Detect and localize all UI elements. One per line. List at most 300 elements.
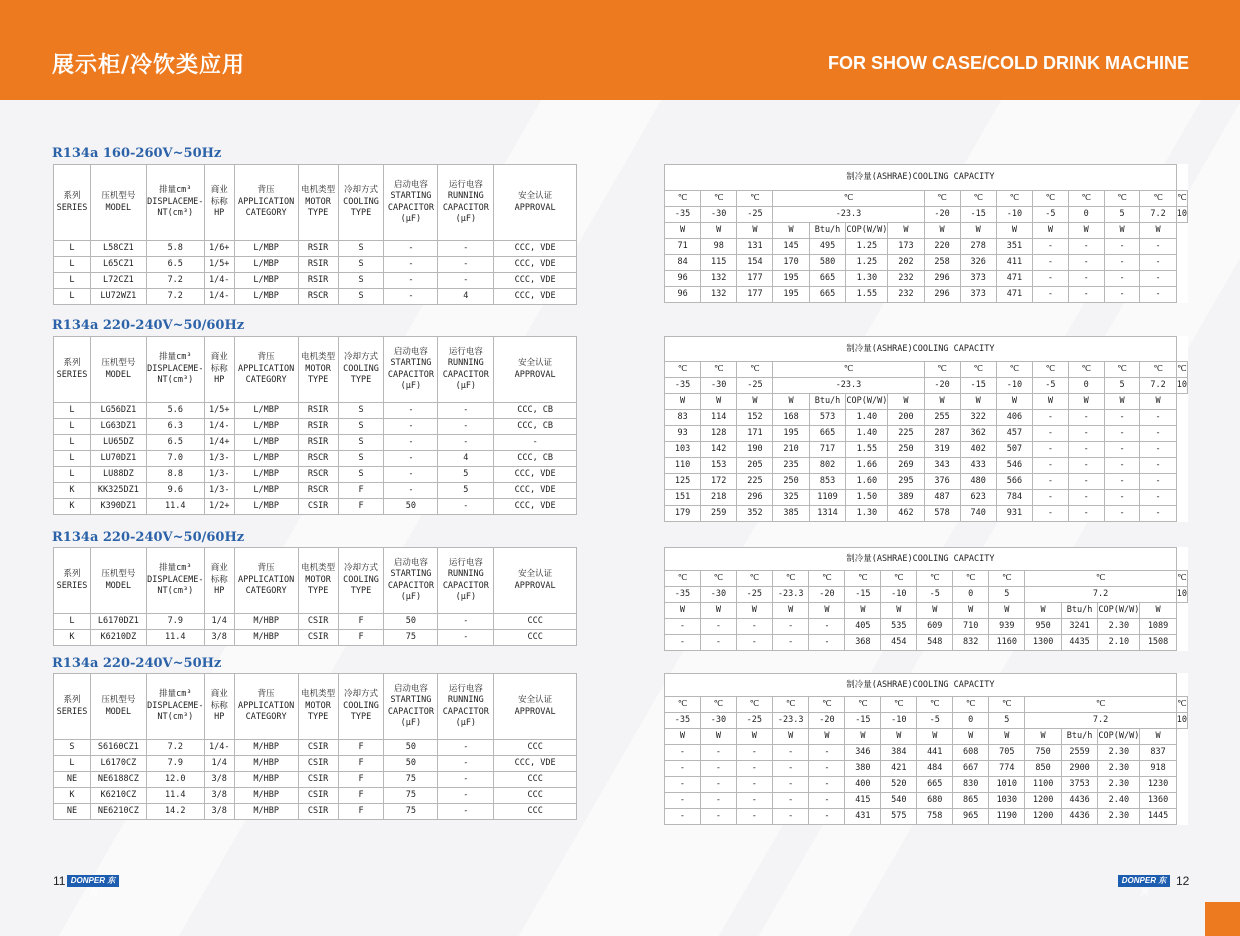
table-cell: CSIR xyxy=(298,804,338,820)
table-cell: L/MBP xyxy=(234,499,298,515)
cooling-capacity-table xyxy=(664,547,1188,651)
table-cell: S xyxy=(338,289,384,305)
temperature-value: -25 xyxy=(737,207,773,223)
table-cell: - xyxy=(1104,506,1140,522)
unit-cell: W xyxy=(772,729,809,745)
table-cell: - xyxy=(1032,410,1068,426)
table-cell: - xyxy=(700,619,736,635)
table-cell: 205 xyxy=(737,458,773,474)
table-cell: L/MBP xyxy=(234,241,298,257)
page-title-english: FOR SHOW CASE/COLD DRINK MACHINE xyxy=(828,53,1189,73)
table-cell: - xyxy=(1032,287,1068,303)
column-header-line: COOLING xyxy=(343,574,379,585)
column-header-line: 运行电容 xyxy=(448,683,483,694)
table-cell: 1.30 xyxy=(846,271,888,287)
table-cell: 83 xyxy=(665,410,701,426)
column-header-line: 运行电容 xyxy=(448,346,483,357)
table-cell: - xyxy=(1068,239,1104,255)
temperature-unit: ℃ xyxy=(809,571,845,587)
table-cell: 609 xyxy=(917,619,953,635)
column-header xyxy=(384,165,438,241)
table-cell: S6160CZ1 xyxy=(90,740,146,756)
table-cell: - xyxy=(665,619,701,635)
section-title: R134a 220-240V~50/60Hz xyxy=(52,318,245,333)
table-cell: 3753 xyxy=(1061,777,1098,793)
table-cell: 131 xyxy=(737,239,773,255)
table-cell: 1.30 xyxy=(846,506,888,522)
column-header-line: 标称 xyxy=(210,574,228,585)
table-cell: - xyxy=(1104,271,1140,287)
table-cell: 14.2 xyxy=(146,804,204,820)
column-header-line: 系列 xyxy=(63,358,81,369)
table-cell: 965 xyxy=(953,809,989,825)
column-header-line: (μF) xyxy=(400,591,422,602)
table-cell: 5.6 xyxy=(146,403,204,419)
table-cell: - xyxy=(1032,271,1068,287)
unit-cell: Btu/h xyxy=(809,394,846,410)
table-cell: 9.6 xyxy=(146,483,204,499)
column-header-line: 压机型号 xyxy=(101,695,136,706)
column-header-line: CATEGORY xyxy=(245,375,287,386)
unit-cell: W xyxy=(996,223,1032,239)
table-cell: 96 xyxy=(665,287,701,303)
unit-cell: W xyxy=(917,603,953,619)
temperature-value: 5 xyxy=(989,587,1025,603)
table-cell: - xyxy=(1140,271,1176,287)
temperature-unit: ℃ xyxy=(809,697,845,713)
table-cell: - xyxy=(809,619,845,635)
column-header xyxy=(384,337,438,403)
temperature-value: -35 xyxy=(665,378,701,394)
table-cell: 758 xyxy=(917,809,953,825)
table-cell: RSIR xyxy=(298,241,338,257)
table-cell: S xyxy=(338,419,384,435)
temperature-unit: ℃ xyxy=(772,697,809,713)
table-cell: 566 xyxy=(996,474,1032,490)
column-header xyxy=(494,165,577,241)
temperature-value: -23.3 xyxy=(773,207,924,223)
table-cell: - xyxy=(809,761,845,777)
table-cell: 487 xyxy=(924,490,960,506)
column-header-line: RUNNING xyxy=(447,358,484,369)
column-header xyxy=(204,337,234,403)
table-cell: - xyxy=(1068,271,1104,287)
table-cell: 151 xyxy=(665,490,701,506)
column-header xyxy=(234,165,298,241)
column-header xyxy=(384,674,438,740)
table-cell: CCC xyxy=(494,804,577,820)
table-cell: 110 xyxy=(665,458,701,474)
column-header-line: 压机型号 xyxy=(101,358,136,369)
table-cell: NE xyxy=(54,804,91,820)
table-cell: K6210CZ xyxy=(90,788,146,804)
table-cell: 1360 xyxy=(1140,793,1176,809)
table-cell: L72CZ1 xyxy=(90,273,146,289)
unit-cell: W xyxy=(845,729,881,745)
table-cell: LU72WZ1 xyxy=(90,289,146,305)
table-cell: L xyxy=(54,614,91,630)
table-cell: L/MBP xyxy=(234,419,298,435)
table-cell: L/MBP xyxy=(234,451,298,467)
table-cell: 132 xyxy=(701,271,737,287)
temperature-unit: ℃ xyxy=(665,362,701,378)
table-cell: - xyxy=(384,403,438,419)
table-cell: M/HBP xyxy=(234,630,298,646)
table-cell: LU70DZ1 xyxy=(90,451,146,467)
column-header-line: 商业 xyxy=(210,352,228,363)
table-cell: 1.25 xyxy=(846,255,888,271)
table-row xyxy=(54,451,577,467)
table-cell: 1445 xyxy=(1140,809,1176,825)
table-cell: CSIR xyxy=(298,630,338,646)
table-cell: 6.5 xyxy=(146,435,204,451)
temperature-value: -23.3 xyxy=(773,378,924,394)
column-header-line: 电机类型 xyxy=(301,352,336,363)
table-cell: 190 xyxy=(737,442,773,458)
column-header xyxy=(298,337,338,403)
table-cell: CCC, VDE xyxy=(494,257,577,273)
unit-cell: W xyxy=(1025,603,1061,619)
table-row xyxy=(665,761,1188,777)
table-cell: 389 xyxy=(888,490,924,506)
table-cell: CSIR xyxy=(298,740,338,756)
table-cell: 5 xyxy=(438,483,494,499)
table-row xyxy=(54,804,577,820)
table-cell: - xyxy=(1068,442,1104,458)
table-cell: 1/6+ xyxy=(204,241,234,257)
table-cell: 1/4- xyxy=(204,740,234,756)
table-cell: 578 xyxy=(924,506,960,522)
table-cell: - xyxy=(1140,410,1176,426)
temperature-unit: ℃ xyxy=(700,571,736,587)
table-cell: 258 xyxy=(924,255,960,271)
table-cell: 352 xyxy=(737,506,773,522)
table-cell: 3/8 xyxy=(204,788,234,804)
table-cell: 2.40 xyxy=(1098,793,1140,809)
table-cell: S xyxy=(338,403,384,419)
table-cell: 457 xyxy=(996,426,1032,442)
table-cell: 322 xyxy=(960,410,996,426)
unit-cell: W xyxy=(953,729,989,745)
column-header-line: SERIES xyxy=(56,369,88,380)
table-cell: - xyxy=(438,788,494,804)
unit-cell: W xyxy=(996,394,1032,410)
brand-logo: DONPER 东贝 xyxy=(1118,875,1170,887)
unit-cell: W xyxy=(924,223,960,239)
column-header-line: APPROVAL xyxy=(514,580,556,591)
column-header xyxy=(54,337,91,403)
table-cell: CCC, VDE xyxy=(494,483,577,499)
column-header xyxy=(90,548,146,614)
column-header-line: 标称 xyxy=(210,196,228,207)
table-cell: L65CZ1 xyxy=(90,257,146,273)
table-cell: - xyxy=(384,451,438,467)
table-cell: - xyxy=(1068,458,1104,474)
table-cell: 250 xyxy=(888,442,924,458)
unit-cell: W xyxy=(1068,223,1104,239)
column-header-line: MODEL xyxy=(105,580,132,591)
table-row xyxy=(54,614,577,630)
table-cell: CCC xyxy=(494,740,577,756)
table-row xyxy=(54,435,577,451)
table-cell: 4435 xyxy=(1061,635,1098,651)
column-header xyxy=(204,165,234,241)
table-cell: 939 xyxy=(989,619,1025,635)
column-header-line: 安全认证 xyxy=(518,695,553,706)
table-cell: 103 xyxy=(665,442,701,458)
table-cell: - xyxy=(1104,490,1140,506)
table-cell: 210 xyxy=(773,442,809,458)
column-header-line: (μF) xyxy=(400,717,422,728)
table-cell: 170 xyxy=(773,255,809,271)
table-cell: - xyxy=(736,777,772,793)
table-cell: F xyxy=(338,756,384,772)
table-cell: 177 xyxy=(737,287,773,303)
column-header-line: CAPACITOR xyxy=(442,580,489,591)
table-cell: - xyxy=(438,419,494,435)
column-header-line: MODEL xyxy=(105,369,132,380)
column-header-line: 商业 xyxy=(210,185,228,196)
table-cell: 259 xyxy=(701,506,737,522)
section-title: R134a 220-240V~50Hz xyxy=(52,656,222,671)
table-cell: 1/2+ xyxy=(204,499,234,515)
column-header xyxy=(338,674,384,740)
column-header xyxy=(54,674,91,740)
brand-logo: DONPER 东贝 xyxy=(67,875,119,887)
table-cell: 573 xyxy=(809,410,846,426)
table-cell: - xyxy=(438,435,494,451)
table-cell: 115 xyxy=(701,255,737,271)
table-cell: 152 xyxy=(737,410,773,426)
table-cell: 376 xyxy=(924,474,960,490)
table-cell: 3/8 xyxy=(204,630,234,646)
table-cell: 346 xyxy=(845,745,881,761)
table-cell: 580 xyxy=(809,255,846,271)
column-header-line: DISPLACEME- xyxy=(147,700,204,711)
table-cell: - xyxy=(665,745,701,761)
table-cell: - xyxy=(665,809,701,825)
table-cell: CCC, CB xyxy=(494,451,577,467)
table-cell: 296 xyxy=(737,490,773,506)
table-cell: 774 xyxy=(989,761,1025,777)
table-cell: - xyxy=(438,273,494,289)
table-cell: 415 xyxy=(845,793,881,809)
table-cell: RSCR xyxy=(298,467,338,483)
table-cell: 402 xyxy=(960,442,996,458)
column-header xyxy=(494,548,577,614)
table-cell: 93 xyxy=(665,426,701,442)
temperature-unit: ℃ xyxy=(1176,191,1187,207)
table-cell: 11.4 xyxy=(146,788,204,804)
column-header-line: COOLING xyxy=(343,196,379,207)
column-header xyxy=(338,165,384,241)
column-header-line: TYPE xyxy=(350,375,372,386)
unit-cell: W xyxy=(888,394,924,410)
column-header-line: (μF) xyxy=(455,717,477,728)
temperature-value: -23.3 xyxy=(772,587,809,603)
table-cell: - xyxy=(1104,255,1140,271)
table-cell: CCC, VDE xyxy=(494,756,577,772)
table-cell: 380 xyxy=(845,761,881,777)
table-cell: 1160 xyxy=(989,635,1025,651)
table-cell: 1.50 xyxy=(846,490,888,506)
column-header xyxy=(90,337,146,403)
temperature-unit: ℃ xyxy=(665,191,701,207)
table-cell: 5 xyxy=(438,467,494,483)
table-cell: - xyxy=(384,257,438,273)
column-header xyxy=(384,548,438,614)
table-cell: 7.0 xyxy=(146,451,204,467)
temperature-unit: ℃ xyxy=(737,191,773,207)
table-cell: - xyxy=(700,809,736,825)
unit-cell: W xyxy=(917,729,953,745)
column-header-line: NT(cm³) xyxy=(157,375,194,386)
table-row xyxy=(54,630,577,646)
column-header xyxy=(234,337,298,403)
table-cell: 177 xyxy=(737,271,773,287)
table-cell: 218 xyxy=(701,490,737,506)
table-cell: - xyxy=(1104,426,1140,442)
table-cell: - xyxy=(700,793,736,809)
section-title: R134a 220-240V~50/60Hz xyxy=(52,530,245,545)
temperature-value: 5 xyxy=(989,713,1025,729)
table-cell: L xyxy=(54,273,91,289)
table-cell: 3/8 xyxy=(204,804,234,820)
table-cell: 384 xyxy=(881,745,917,761)
table-cell: 1314 xyxy=(809,506,846,522)
table-cell: 680 xyxy=(917,793,953,809)
unit-cell: COP(W/W) xyxy=(1098,603,1140,619)
column-header-line: SERIES xyxy=(56,580,88,591)
table-cell: - xyxy=(772,761,809,777)
temperature-value: -5 xyxy=(917,587,953,603)
column-header-line: SERIES xyxy=(56,706,88,717)
temperature-value: 7.2 xyxy=(1025,587,1176,603)
table-cell: - xyxy=(1104,410,1140,426)
column-header-line: 安全认证 xyxy=(518,569,553,580)
temperature-unit: ℃ xyxy=(1104,362,1140,378)
table-cell: 11.4 xyxy=(146,499,204,515)
table-cell: 520 xyxy=(881,777,917,793)
temperature-unit: ℃ xyxy=(989,571,1025,587)
table-cell: RSIR xyxy=(298,257,338,273)
table-cell: - xyxy=(736,619,772,635)
table-cell: 710 xyxy=(953,619,989,635)
unit-cell: W xyxy=(701,223,737,239)
table-cell: - xyxy=(1140,490,1176,506)
table-cell: K xyxy=(54,483,91,499)
table-cell: L xyxy=(54,241,91,257)
table-cell: 484 xyxy=(917,761,953,777)
table-cell: LU65DZ xyxy=(90,435,146,451)
table-cell: 705 xyxy=(989,745,1025,761)
temperature-unit: ℃ xyxy=(1025,571,1176,587)
table-cell: 471 xyxy=(996,271,1032,287)
table-cell: 802 xyxy=(809,458,846,474)
table-cell: - xyxy=(1032,458,1068,474)
unit-cell: W xyxy=(773,223,809,239)
table-cell: - xyxy=(1140,426,1176,442)
table-cell: CCC, VDE xyxy=(494,241,577,257)
table-cell: 128 xyxy=(701,426,737,442)
table-cell: 548 xyxy=(917,635,953,651)
column-header-line: MOTOR xyxy=(305,363,331,374)
table-cell: 195 xyxy=(773,426,809,442)
table-cell: 2900 xyxy=(1061,761,1098,777)
table-cell: 173 xyxy=(888,239,924,255)
unit-cell: Btu/h xyxy=(809,223,846,239)
table-row xyxy=(665,506,1188,522)
temperature-unit: ℃ xyxy=(989,697,1025,713)
table-row xyxy=(665,474,1188,490)
table-cell: 665 xyxy=(917,777,953,793)
table-cell: - xyxy=(1032,506,1068,522)
table-cell: 225 xyxy=(888,426,924,442)
table-row xyxy=(665,410,1188,426)
table-cell: NE6188CZ xyxy=(90,772,146,788)
table-cell: M/HBP xyxy=(234,804,298,820)
table-cell: 368 xyxy=(845,635,881,651)
column-header-line: MODEL xyxy=(105,202,132,213)
table-cell: - xyxy=(1068,490,1104,506)
column-header-line: TYPE xyxy=(307,208,329,219)
cooling-capacity-table xyxy=(664,164,1188,303)
table-cell: 1.66 xyxy=(846,458,888,474)
table-cell: L/MBP xyxy=(234,483,298,499)
temperature-unit: ℃ xyxy=(845,571,881,587)
table-cell: M/HBP xyxy=(234,756,298,772)
table-cell: 3/8 xyxy=(204,772,234,788)
temperature-value: -5 xyxy=(1032,378,1068,394)
table-cell: F xyxy=(338,804,384,820)
table-cell: CCC xyxy=(494,614,577,630)
table-cell: - xyxy=(438,241,494,257)
table-cell: KK325DZ1 xyxy=(90,483,146,499)
column-header-line: CAPACITOR xyxy=(387,202,434,213)
table-cell: 830 xyxy=(953,777,989,793)
table-cell: 168 xyxy=(773,410,809,426)
table-cell: 406 xyxy=(996,410,1032,426)
column-header-line: 系列 xyxy=(63,569,81,580)
column-header xyxy=(90,165,146,241)
unit-cell: COP(W/W) xyxy=(846,223,888,239)
column-header-line: 排量cm³ xyxy=(159,689,192,700)
table-cell: 433 xyxy=(960,458,996,474)
table-cell: 114 xyxy=(701,410,737,426)
temperature-unit: ℃ xyxy=(996,191,1032,207)
table-cell: 1.60 xyxy=(846,474,888,490)
table-cell: 7.2 xyxy=(146,740,204,756)
table-cell: 326 xyxy=(960,255,996,271)
table-cell: 495 xyxy=(809,239,846,255)
unit-cell: W xyxy=(1104,223,1140,239)
column-header xyxy=(146,165,204,241)
table-cell: 220 xyxy=(924,239,960,255)
table-cell: K xyxy=(54,630,91,646)
table-cell: 665 xyxy=(809,271,846,287)
table-cell: - xyxy=(700,777,736,793)
cooling-capacity-header: 制冷量(ASHRAE)COOLING CAPACITY xyxy=(665,674,1177,697)
table-cell: - xyxy=(1140,287,1176,303)
table-row xyxy=(54,756,577,772)
table-cell: 145 xyxy=(773,239,809,255)
temperature-unit: ℃ xyxy=(773,362,924,378)
table-cell: CSIR xyxy=(298,614,338,630)
table-row xyxy=(54,740,577,756)
unit-cell: W xyxy=(881,729,917,745)
temperature-unit: ℃ xyxy=(737,362,773,378)
table-cell: - xyxy=(1104,239,1140,255)
